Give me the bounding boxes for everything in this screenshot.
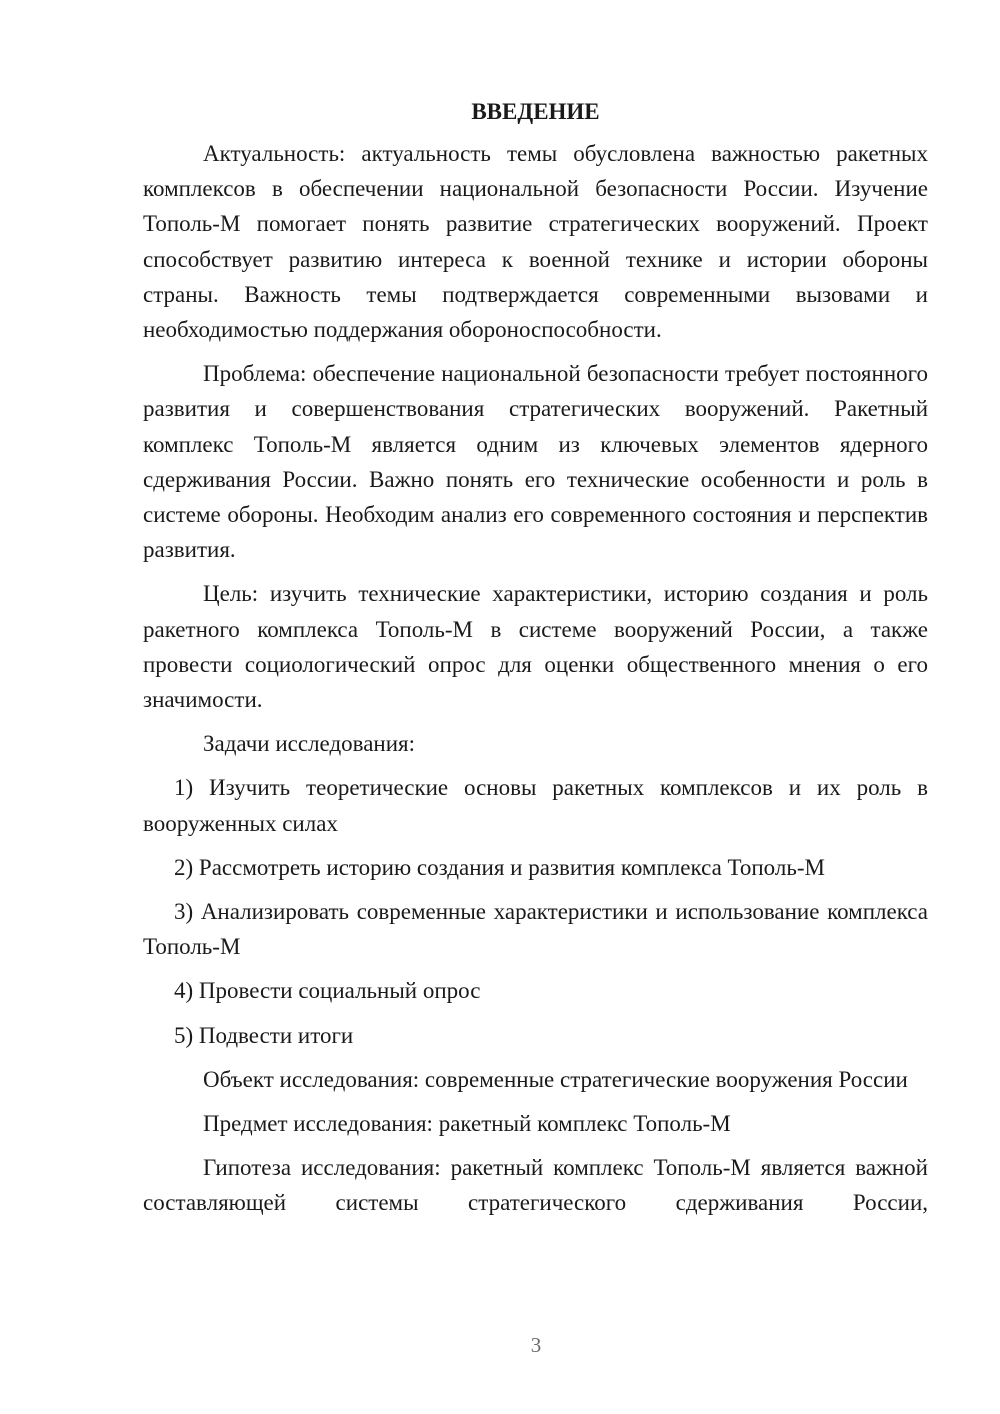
task-item-2: 2) Рассмотреть историю создания и развития комплекса Тополь-М xyxy=(174,854,825,880)
hypothesis-paragraph: Гипотеза исследования: ракетный комплекс Тополь-М является важной составляющей системы стратегического сдерживания России, xyxy=(143,1155,928,1216)
relevance-paragraph: Актуальность: актуальность темы обусловлена важностью ракетных комплексов в обеспечении национальной безопасности России. Изучение Тополь-М помогает понять развитие стратегических вооружений. Проект способствует развитию интереса к военной технике и истории обороны страны. Важность темы подтверждается современными вызовами и необходимостью поддержания обороноспособности. xyxy=(143,141,928,343)
research-object-paragraph: Объект исследования: современные стратегические вооружения России xyxy=(203,1066,908,1092)
page-number: 3 xyxy=(530,1333,542,1357)
section-title: ВВЕДЕНИЕ xyxy=(471,99,600,124)
goal-paragraph: Цель: изучить технические характеристики, историю создания и роль ракетного комплекса Тополь-М в системе вооружений России, а также провести социологический опрос для оценки общественного мнения о его значимости. xyxy=(143,581,928,713)
task-item-4: 4) Провести социальный опрос xyxy=(174,978,481,1004)
page-content xyxy=(143,94,928,1230)
problem-paragraph: Проблема: обеспечение национальной безопасности требует постоянного развития и совершенствования стратегических вооружений. Ракетный комплекс Тополь-М является одним из ключевых элементов ядерного сдерживания России. Важно понять его технические особенности и роль в системе обороны. Необходим анализ его современного состояния и перспектив развития. xyxy=(143,361,928,563)
task-item-1: 1) Изучить теоретические основы ракетных комплексов и их роль в вооруженных силах xyxy=(143,775,928,836)
tasks-heading: Задачи исследования: xyxy=(203,731,416,757)
task-item-3: 3) Анализировать современные характеристики и использование комплекса Тополь-М xyxy=(143,899,928,960)
task-item-5: 5) Подвести итоги xyxy=(174,1022,354,1048)
research-subject-paragraph: Предмет исследования: ракетный комплекс Тополь-М xyxy=(203,1111,731,1137)
